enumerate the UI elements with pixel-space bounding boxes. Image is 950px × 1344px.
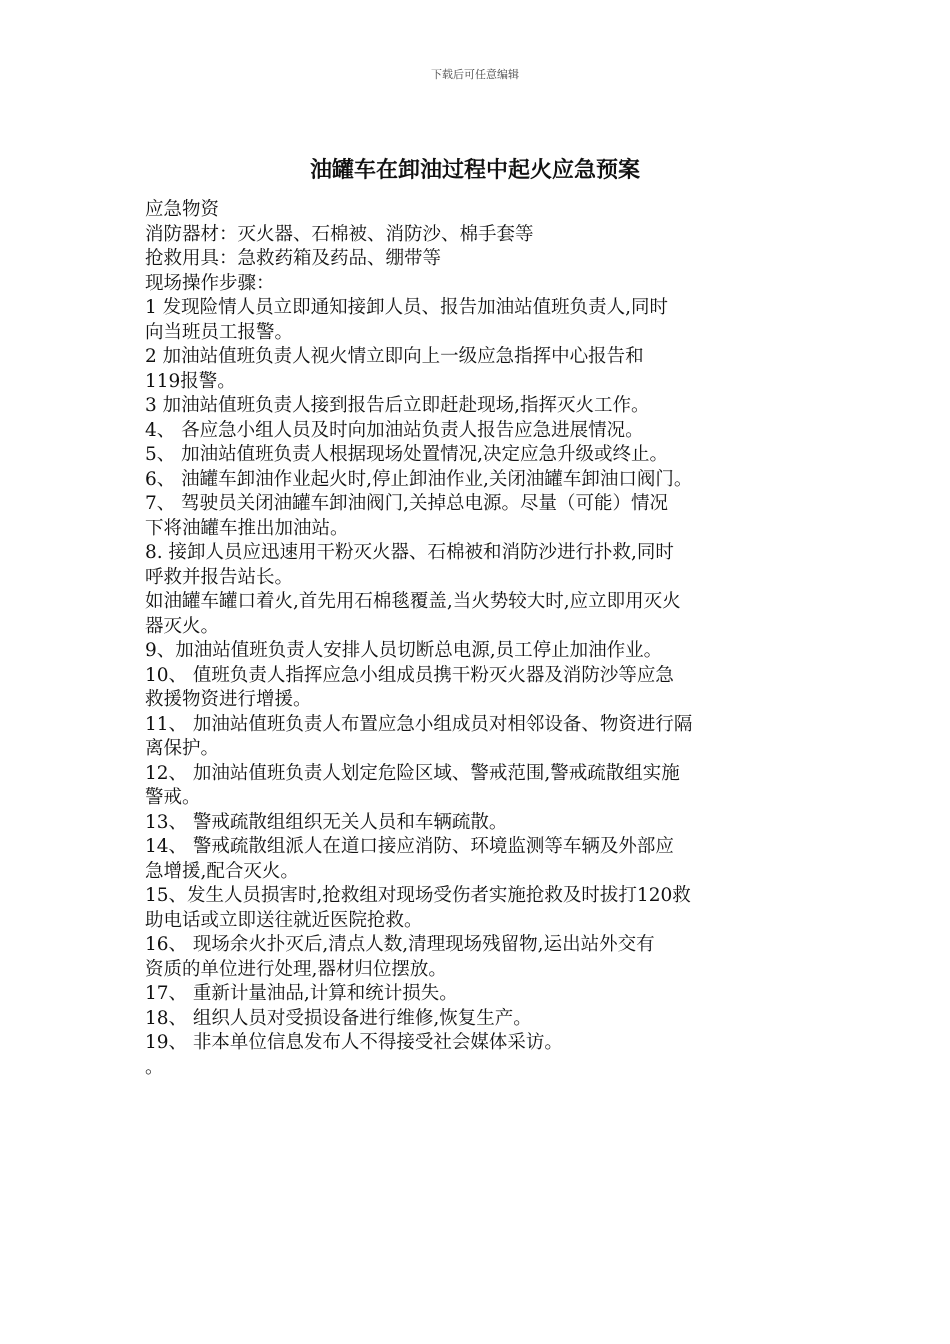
- paragraph: [145, 223, 810, 248]
- text-line: 抢救用具：急救药箱及药品、绷带等: [145, 248, 442, 269]
- text-line: 6、 油罐车卸油作业起火时,停止卸油作业,关闭油罐车卸油口阀门。: [145, 468, 693, 490]
- text-line: 17、 重新计量油品,计算和统计损失。: [145, 983, 458, 1004]
- paragraph: [145, 272, 810, 297]
- text-line: 如油罐车罐口着火,首先用石棉毯覆盖,当火势较大时,应立即用灭火: [145, 591, 681, 612]
- text-line: 3 加油站值班负责人接到报告后立即赶赴现场,指挥灭火工作。: [145, 395, 650, 416]
- text-line: 下将油罐车推出加油站。: [145, 517, 349, 539]
- paragraph: [145, 713, 810, 762]
- text-line: 14、 警戒疏散组派人在道口接应消防、环境监测等车辆及外部应: [145, 836, 674, 857]
- paragraph: [145, 1007, 810, 1032]
- document-title: 油罐车在卸油过程中起火应急预案: [309, 158, 640, 183]
- text-line: 助电话或立即送往就近医院抢救。: [145, 909, 423, 931]
- header-note: 下载后可任意编辑: [431, 68, 519, 81]
- text-line: 呼救并报告站长。: [145, 566, 294, 588]
- text-line: 12、 加油站值班负责人划定危险区域、警戒范围,警戒疏散组实施: [145, 762, 680, 784]
- text-line: 向当班员工报警。: [145, 321, 294, 343]
- paragraph: [145, 811, 810, 836]
- text-line: 18、 组织人员对受损设备进行维修,恢复生产。: [145, 1007, 532, 1029]
- paragraph: [145, 394, 810, 419]
- text-line: 应急物资: [145, 199, 220, 220]
- paragraph: [145, 247, 810, 272]
- paragraph: [145, 835, 810, 884]
- paragraph: [145, 884, 810, 933]
- paragraph: [145, 982, 810, 1007]
- paragraph: [145, 443, 810, 468]
- paragraph: [145, 1031, 810, 1056]
- text-line: 9、加油站值班负责人安排人员切断总电源,员工停止加油作业。: [145, 640, 663, 661]
- text-line: 离保护。: [145, 738, 220, 759]
- text-line: 现场操作步骤：: [145, 272, 275, 294]
- text-line: 救援物资进行增援。: [145, 689, 312, 710]
- paragraph: [145, 492, 810, 541]
- paragraph: [145, 198, 810, 223]
- text-line: 资质的单位进行处理,器材归位摆放。: [145, 958, 447, 980]
- text-line: 119报警。: [145, 370, 236, 392]
- paragraph: [145, 296, 810, 345]
- paragraph: [145, 664, 810, 713]
- document-body: [145, 198, 810, 1080]
- text-line: 1 发现险情人员立即通知接卸人员、报告加油站值班负责人,同时: [145, 297, 669, 318]
- paragraph: [145, 419, 810, 444]
- paragraph: [145, 468, 810, 493]
- text-line: 15、发生人员损害时,抢救组对现场受伤者实施抢救及时拔打120救: [145, 885, 691, 906]
- paragraph: [145, 762, 810, 811]
- text-line: 8. 接卸人员应迅速用干粉灭火器、石棉被和消防沙进行扑救,同时: [145, 542, 674, 563]
- text-line: 11、 加油站值班负责人布置应急小组成员对相邻设备、物资进行隔: [145, 713, 693, 735]
- paragraph: [145, 933, 810, 982]
- text-line: 4、 各应急小组人员及时向加油站负责人报告应急进展情况。: [145, 419, 644, 441]
- paragraph: [145, 590, 810, 639]
- text-line: 19、 非本单位信息发布人不得接受社会媒体采访。: [145, 1032, 563, 1053]
- text-line: 。: [145, 1056, 164, 1078]
- text-line: 急增援,配合灭火。: [145, 860, 299, 882]
- text-line: 器灭火。: [145, 615, 220, 637]
- text-line: 16、 现场余火扑灭后,清点人数,清理现场残留物,运出站外交有: [145, 934, 655, 955]
- text-line: 5、 加油站值班负责人根据现场处置情况,决定应急升级或终止。: [145, 444, 669, 465]
- text-line: 10、 值班负责人指挥应急小组成员携干粉灭火器及消防沙等应急: [145, 664, 674, 686]
- paragraph: [145, 1056, 810, 1081]
- paragraph: [145, 639, 810, 664]
- text-line: 2 加油站值班负责人视火情立即向上一级应急指挥中心报告和: [145, 346, 644, 367]
- text-line: 警戒。: [145, 787, 201, 808]
- text-line: 消防器材：灭火器、石棉被、消防沙、棉手套等: [145, 223, 534, 245]
- paragraph: [145, 345, 810, 394]
- paragraph: [145, 541, 810, 590]
- text-line: 7、 驾驶员关闭油罐车卸油阀门,关掉总电源。尽量（可能）情况: [145, 493, 669, 514]
- text-line: 13、 警戒疏散组组织无关人员和车辆疏散。: [145, 811, 508, 833]
